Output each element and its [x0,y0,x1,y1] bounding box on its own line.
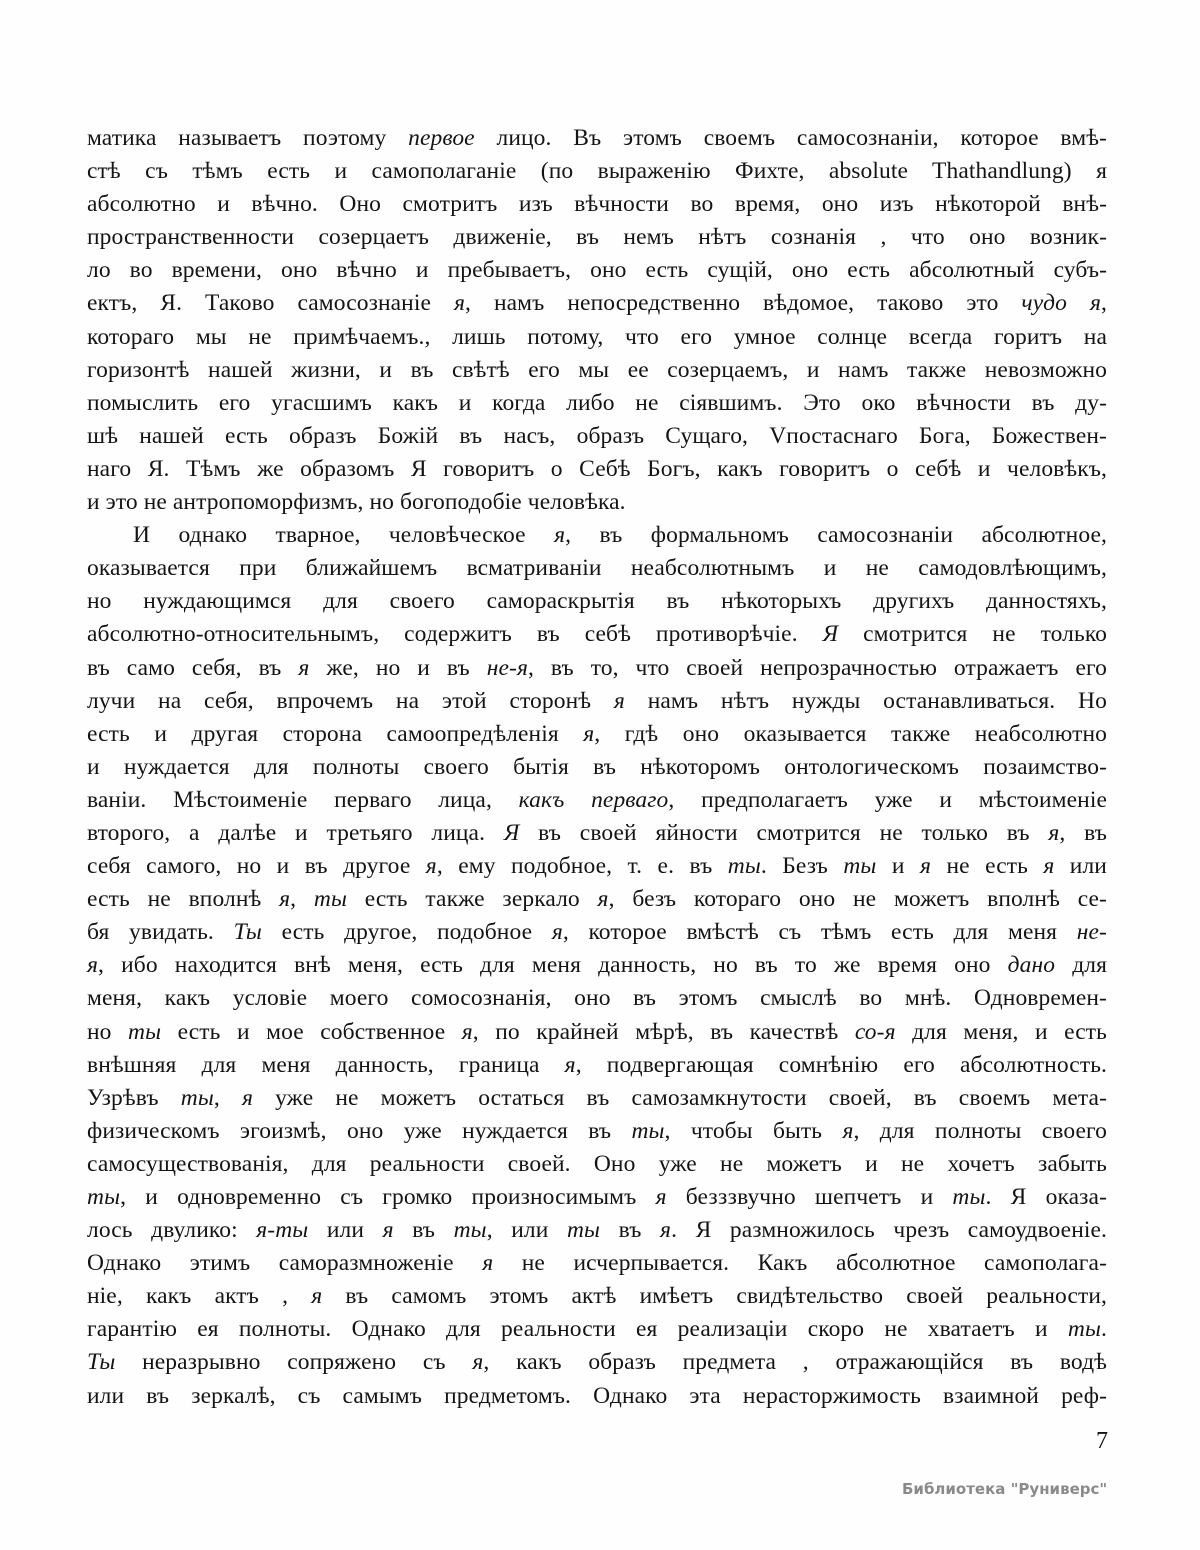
italic-term: я [482,1250,494,1277]
text-run: . Я размножилось чрезъ самоудвоенiе. [671,1217,1108,1244]
text-line [87,1181,1107,1214]
text-run: , по крайней мѣрѣ, въ качествѣ [472,1018,855,1045]
text-run: безззвучно шепчетъ и [666,1184,953,1210]
italic-term: дано [1007,952,1056,979]
text-run: неразрывно сопряжено съ [115,1349,473,1376]
text-run: второго, а далѣе и третьяго лица. [87,819,504,846]
text-run: , которое вмѣстѣ съ тѣмъ есть для меня [562,919,1077,946]
text-run: абсолютно-относительнымъ, содержитъ въ себѣ противорѣчiе. [87,621,823,648]
text-line [87,1313,1107,1346]
text-run: , безъ котораго оно не можетъ вполнѣ се- [608,886,1107,913]
text-run: , [1101,290,1107,317]
text-run: котораго мы не примѣчаемъ., лишь потому, что его умное солнце всегда горитъ на [87,323,1107,350]
italic-term: Я [503,819,520,846]
text-line [87,1214,1107,1247]
text-run: лучи на себя, впрочемъ на этой сторонѣ [87,687,614,714]
text-line [87,1247,1107,1280]
text-run: , [290,886,314,913]
text-line [87,221,1107,254]
italic-term: ты [631,1117,665,1144]
text-run: ванiи. Мѣстоименiе перваго лица, [87,786,519,813]
text-run: въ [393,1217,454,1244]
text-run: пространственности созерцаетъ движенiе, въ немъ нѣтъ сознанiя , что оно возник- [87,224,1107,251]
text-run: есть также зеркало [347,886,598,913]
text-line [87,618,1107,651]
text-run: есть и мое собственное [161,1018,462,1045]
library-watermark: Библиотека "Руниверс" [902,1480,1108,1498]
text-run: не исчерпывается. Какъ абсолютное самополага- [493,1250,1107,1277]
text-line [87,949,1107,982]
italic-term: ты [180,1084,214,1111]
text-run: себя самого, но и въ другое [87,853,426,880]
text-line [87,850,1107,883]
italic-term: я [425,853,437,880]
text-run: , и одновременно съ громко произносимымъ [120,1184,656,1210]
text-run: , подвергающая сомнѣнiю его абсолютность. [575,1051,1107,1078]
text-run: оказывается при ближайшемъ всматриванiи неабсолютнымъ и не самодовлѣющимъ, [87,555,1107,582]
text-line [87,519,1107,552]
text-run: шѣ нашей есть образъ Божiй въ насъ, образъ Сущаго, Vпостаснаго Бога, Божествен- [87,422,1107,449]
text-run: намъ нѣтъ нужды останавливаться. Но [624,687,1107,714]
text-line [87,486,1107,519]
italic-term: я [298,654,310,681]
text-run: или въ зеркалѣ, съ самымъ предметомъ. Однако эта нерасторжимость взаимной реф- [87,1382,1107,1409]
text-line [87,585,1107,618]
italic-term: я [87,952,99,979]
text-run: въ само себя, въ [87,654,299,681]
text-line [87,685,1107,718]
italic-term: ты [727,853,761,880]
text-line [87,1049,1107,1082]
text-run: нiе, какъ актъ , [87,1283,312,1310]
italic-term: я [1048,819,1060,846]
text-run: смотрится не только [838,621,1107,648]
text-run: внѣшняя для меня данность, граница [87,1051,565,1078]
text-run: ло во времени, оно вѣчно и пребываетъ, оно есть сущiй, оно есть абсолютный субъ- [87,257,1107,284]
italic-term: ты [128,1018,162,1045]
text-line [87,718,1107,751]
italic-term: со-я [854,1018,896,1045]
italic-term: ты [1067,1316,1102,1343]
text-run: , намъ непосредственно вѣдомое, таково это [465,290,1022,317]
text-line [87,883,1107,916]
text-run: , для полноты своего [853,1117,1108,1144]
text-line [87,155,1107,188]
text-line [87,354,1107,387]
text-run: для [1055,952,1107,979]
text-run: и нуждается для полноты своего бытiя въ нѣкоторомъ онтологическомъ позаимство- [87,753,1107,780]
italic-term: я [382,1217,394,1244]
text-run: , гдѣ оно оказывается также неабсолютно [594,720,1107,747]
italic-term: Ты [87,1349,116,1376]
italic-term: Я [822,621,839,648]
text-run: но нуждающимся для своего самораскрытiя въ нѣкоторыхъ другихъ данностяхъ, [87,588,1107,615]
text-line [87,784,1107,817]
text-line [87,751,1107,784]
text-run: , ему подобное, т. е. въ [436,853,728,880]
italic-term: я [454,290,466,317]
text-run: въ самомъ этомъ актѣ имѣетъ свидѣтельство своей реальности, [322,1283,1107,1310]
text-run: наго Я. Тѣмъ же образомъ Я говоритъ о Себѣ Богъ, какъ говоритъ о себѣ и человѣкъ, [87,455,1107,482]
italic-term: ты [87,1184,121,1210]
text-run: но [87,1018,129,1045]
text-run: . Безъ [760,853,844,880]
italic-term: ты [843,853,877,880]
italic-term: чудо я [1021,290,1102,317]
italic-term: я [551,919,563,946]
italic-term: я [597,886,609,913]
italic-term: я [554,522,566,549]
text-run: матика называетъ поэтому [87,125,409,151]
text-line [87,1380,1107,1413]
text-line [87,122,1107,155]
text-run: гарантiю ея полноты. Однако для реальности ея реализацiи скоро не хватаетъ и [87,1316,1068,1343]
text-run: , [213,1084,242,1111]
text-run: бя увидать. [87,919,234,946]
italic-term: я [1043,853,1055,880]
text-run: ектъ, Я. Таково самосознанiе [87,290,454,317]
italic-term: ты [952,1184,986,1210]
text-run: самосуществованiя, для реальности своей. Оно уже не можетъ и не хочетъ забыть [87,1150,1107,1177]
italic-term: я [660,1217,672,1244]
text-line [87,420,1107,453]
text-run: , какъ образъ предмета , отражающiйся въ водѣ [483,1349,1107,1376]
text-run: помыслить его угасшимъ какъ и когда либо не сiявшимъ. Это око вѣчности въ ду- [87,389,1107,416]
text-run: или [1054,853,1107,880]
italic-term: я [461,1018,473,1045]
italic-term: ты [313,886,348,913]
text-run: Узрѣвъ [87,1084,181,1111]
text-run: для меня, и есть [895,1018,1107,1045]
text-run: не есть [931,853,1044,880]
text-run: лось двулико: [87,1217,257,1244]
text-run: есть и другая сторона самоопредѣленiя [87,720,584,747]
text-run: или [308,1217,383,1244]
text-run: Однако этимъ саморазмноженiе [87,1250,483,1277]
italic-term: ты [566,1217,601,1244]
italic-term: я [279,886,291,913]
text-run: , предполагаетъ уже и мѣстоименiе [668,786,1108,813]
text-run: и это не антропоморфизмъ, но богоподобiе человѣка. [87,489,626,516]
text-run: . [1101,1316,1107,1343]
text-line [87,652,1107,685]
italic-term: какъ перваго [518,786,669,813]
italic-term: я [311,1283,323,1310]
text-run: горизонтѣ нашей жизни, и въ свѣтѣ его мы ее созерцаемъ, и намъ также невозможно [87,356,1107,383]
text-line [87,982,1107,1015]
text-line [87,1148,1107,1181]
text-run: . Я оказа- [985,1184,1107,1210]
text-run: лицо. Въ этомъ своемъ самосознанiи, которое вмѣ- [474,125,1107,151]
text-run: , чтобы быть [664,1117,843,1144]
text-run: , въ то, что своей непрозрачностью отражаетъ его [527,654,1107,681]
text-line [87,287,1107,320]
text-run: , ибо находится внѣ меня, есть для меня данность, но въ то же время оно [98,952,1008,979]
italic-term: я [583,720,595,747]
text-run: , или [486,1217,567,1244]
text-line [87,1115,1107,1148]
text-run: есть не вполнѣ [87,886,280,913]
text-line [87,387,1107,420]
text-line [87,188,1107,221]
text-run: абсолютно и вѣчно. Оно смотритъ изъ вѣчности во время, оно изъ нѣкоторой внѣ- [87,191,1107,218]
text-run: , въ формальномъ самосознанiи абсолютное, [565,522,1107,549]
text-run: И однако тварное, человѣческое [133,522,555,549]
italic-term: ты [453,1217,487,1244]
italic-term: я [842,1117,854,1144]
italic-term: первое [408,125,475,151]
text-run: меня, какъ условiе моего сомосознанiя, оно въ этомъ смыслѣ во мнѣ. Одновремен- [87,985,1107,1012]
text-run: же, но и въ [309,654,487,681]
text-line [87,321,1107,354]
body-text [87,122,1107,1413]
text-run: стѣ съ тѣмъ есть и самополаганiе (по выраженiю Фихте, absolute Thathandlung) я [87,158,1107,185]
text-line [87,1280,1107,1313]
italic-term: я-ты [256,1217,309,1244]
text-line [87,916,1107,949]
italic-term: Ты [233,919,262,946]
text-line [87,453,1107,486]
italic-term: не-я [486,654,528,681]
text-line [87,1346,1107,1379]
text-line [87,552,1107,585]
text-line [87,1016,1107,1049]
text-run: въ своей яйности смотрится не только въ [519,819,1049,846]
italic-term: я [472,1349,484,1376]
text-run: въ [600,1217,661,1244]
italic-term: я [919,853,932,880]
text-line [87,254,1107,287]
text-run: и [876,853,920,880]
text-run: есть другое, подобное [261,919,552,946]
italic-term: не- [1076,919,1107,946]
italic-term: я [241,1084,253,1111]
page-number: 7 [1096,1428,1108,1454]
italic-term: я [613,687,625,714]
text-line [87,1082,1107,1115]
italic-term: я [655,1184,667,1210]
text-run: уже не можетъ остаться въ самозамкнутости своей, въ своемъ мета- [253,1084,1107,1111]
text-run: , въ [1059,819,1108,846]
italic-term: я [564,1051,576,1078]
text-line [87,817,1107,850]
text-run: физическомъ эгоизмѣ, оно уже нуждается въ [87,1117,632,1144]
